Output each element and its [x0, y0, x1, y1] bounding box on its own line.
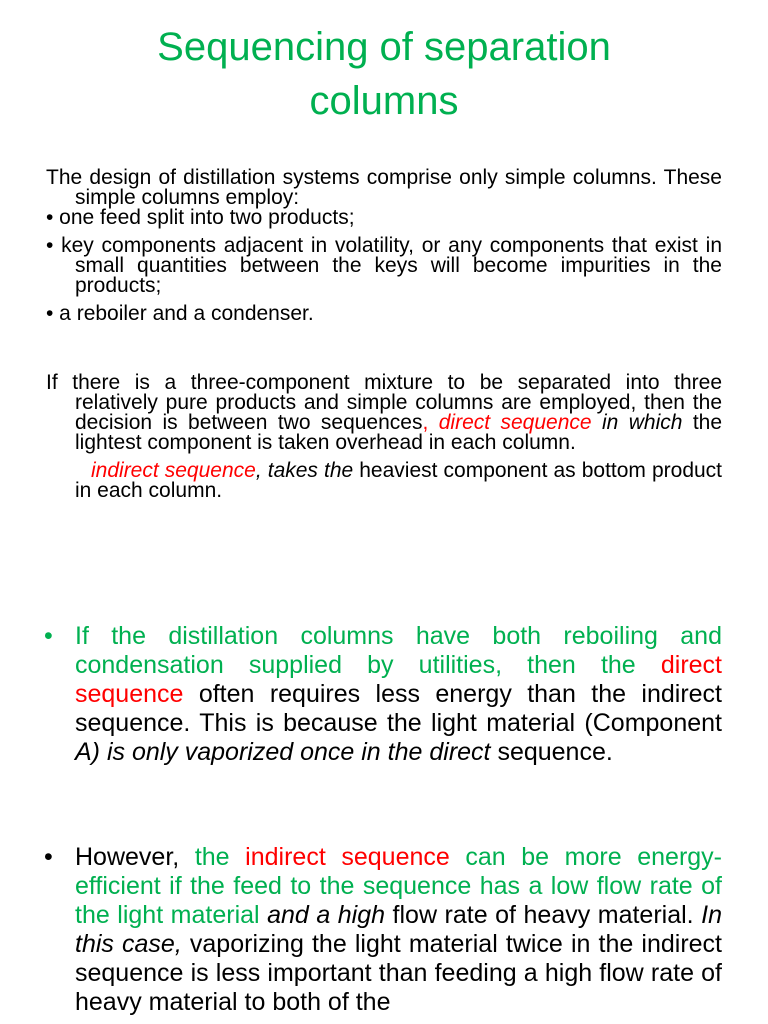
intro-bullet-3: • a reboiler and a condenser.: [46, 302, 314, 325]
title-line-2: columns: [309, 79, 459, 123]
bullet-2-italic2: In this case,: [75, 901, 722, 958]
bullet-1: [44, 622, 722, 767]
bullet-2-green1: the: [194, 843, 246, 871]
intro-bullet-2: • key components adjacent in volatility, or any components that exist in small quantities between the keys will become impurities in the products;: [46, 234, 722, 297]
in-which-text: in which: [591, 411, 683, 434]
three-component-part1: If there is a three-component mixture to be separated into three relatively pure products and simple columns are employed, then the decision is between two sequences: [46, 371, 722, 434]
three-component-part3: heaviest component as bottom product in each column.: [75, 459, 723, 502]
bullet-2-italic1: and a high: [259, 901, 386, 929]
page-title: [0, 20, 768, 128]
bullet-1-green-text: If the distillation columns have both reboiling and condensation supplied by utilities, then the: [75, 622, 722, 679]
bullet-1-text2: sequence.: [490, 738, 613, 766]
bullet-1-text1: often requires less energy than the indirect sequence. This is because the light material (Component: [75, 680, 722, 737]
bullet-2-red-text: indirect sequence: [245, 843, 450, 871]
three-component-section: [46, 373, 722, 501]
intro-section: [46, 168, 722, 324]
bullet-2: [44, 843, 722, 1017]
bullet-1-body: [44, 622, 722, 767]
three-component-comma: ,: [422, 411, 429, 434]
bullet-2-body: [44, 843, 722, 1017]
bullet-1-dot: •: [44, 622, 53, 650]
takes-the-text: , takes the: [255, 459, 354, 482]
bullet-2-text2: vaporizing the light material twice in the indirect sequence is less important than feeding a high flow rate of heavy material to both of the: [75, 930, 722, 1016]
title-line-1: Sequencing of separation: [157, 25, 611, 69]
indirect-sequence-label: indirect sequence: [91, 459, 256, 482]
bullet-2-text1: flow rate of heavy material.: [385, 901, 702, 929]
intro-bullet-1: • one feed split into two products;: [46, 206, 355, 229]
bullet-1-red-text: direct sequence: [75, 651, 722, 708]
bullet-2-dot: •: [44, 843, 53, 871]
bullet-1-italic-text: A) is only vaporized once in the direct: [75, 738, 491, 766]
bullet-2-lead: However,: [75, 843, 195, 871]
indirect-sequence-paragraph: [46, 461, 722, 501]
three-component-part2: the lightest component is taken overhead in each column.: [75, 411, 723, 454]
bullet-2-green2: can be more energy-efficient if the feed to the sequence has a low flow rate of the light material: [75, 843, 722, 929]
intro-text: The design of distillation systems comprise only simple columns. These simple columns employ:: [46, 166, 722, 209]
direct-sequence-label: direct sequence: [438, 411, 592, 434]
three-component-paragraph: [46, 373, 722, 453]
